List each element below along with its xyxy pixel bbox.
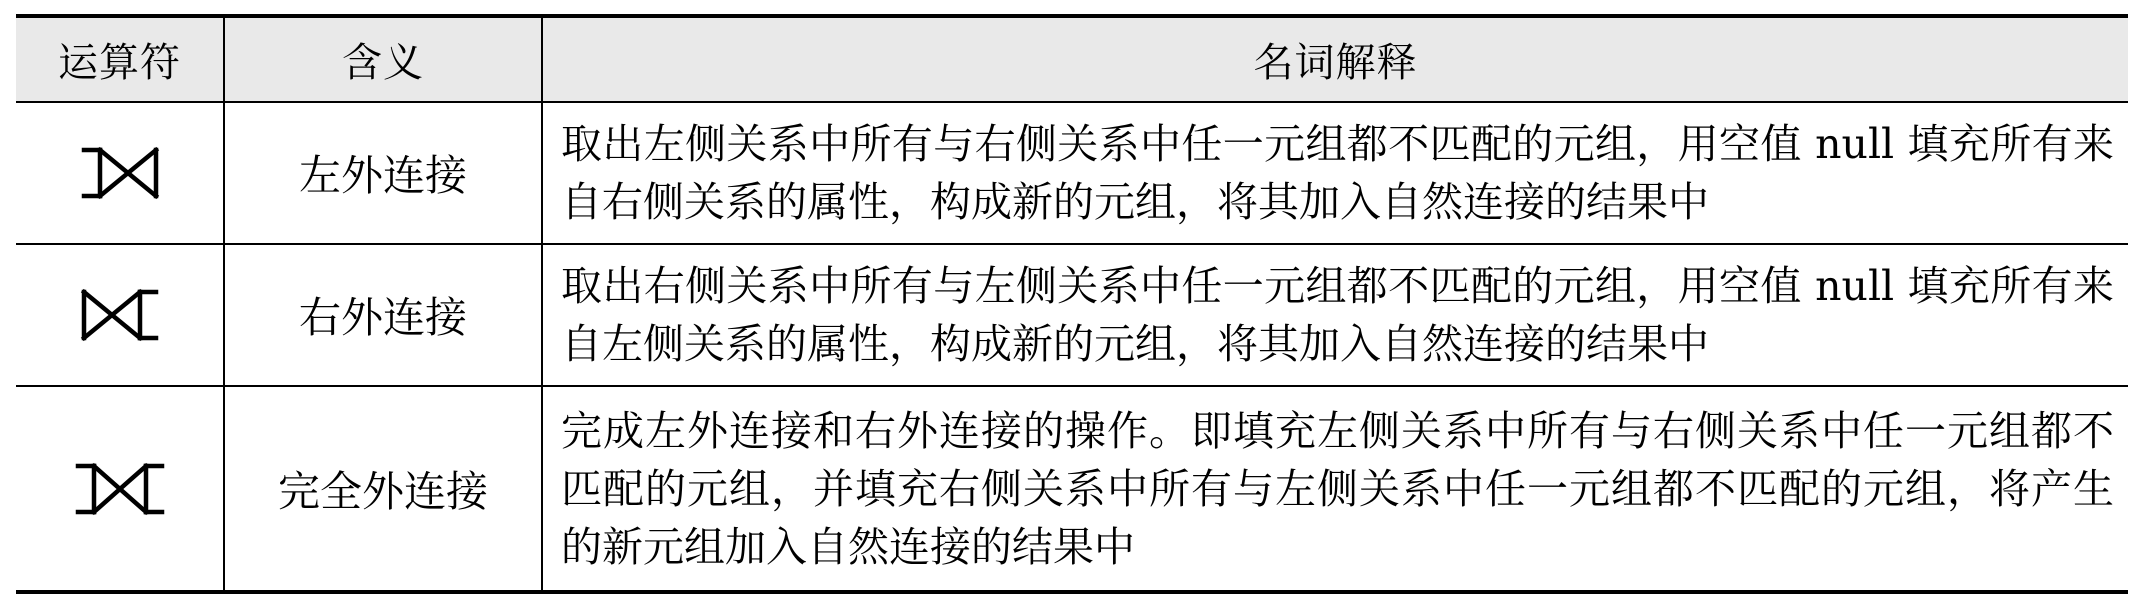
explanation-cell: 完成左外连接和右外连接的操作。即填充左侧关系中所有与右侧关系中任一元组都不匹配的元组，并填充右侧关系中所有与左侧关系中任一元组都不匹配的元组，将产生的新元组加入自然连接的结果中: [542, 386, 2128, 592]
header-explanation: 名词解释: [542, 16, 2128, 102]
explanation-cell: 取出右侧关系中所有与左侧关系中任一元组都不匹配的元组，用空值 null 填充所有来自左侧关系的属性，构成新的元组，将其加入自然连接的结果中: [542, 244, 2128, 386]
table-body: [16, 102, 2128, 592]
table-row: [16, 102, 2128, 244]
full-outer-join-icon: [72, 458, 168, 520]
header-row: [16, 16, 2128, 102]
operator-cell: [16, 102, 224, 244]
right-outer-join-icon: [78, 284, 162, 346]
outer-join-table-container: [16, 14, 2128, 594]
meaning-cell: 左外连接: [224, 102, 542, 244]
table-row: [16, 386, 2128, 592]
explanation-cell: 取出左侧关系中所有与右侧关系中任一元组都不匹配的元组，用空值 null 填充所有来自右侧关系的属性，构成新的元组，将其加入自然连接的结果中: [542, 102, 2128, 244]
operator-cell: [16, 386, 224, 592]
outer-join-table: [16, 14, 2128, 594]
meaning-cell: 右外连接: [224, 244, 542, 386]
table-header: [16, 16, 2128, 102]
operator-cell: [16, 244, 224, 386]
left-outer-join-icon: [78, 142, 162, 204]
header-meaning: 含义: [224, 16, 542, 102]
table-row: [16, 244, 2128, 386]
meaning-cell: 完全外连接: [224, 386, 542, 592]
header-operator: 运算符: [16, 16, 224, 102]
